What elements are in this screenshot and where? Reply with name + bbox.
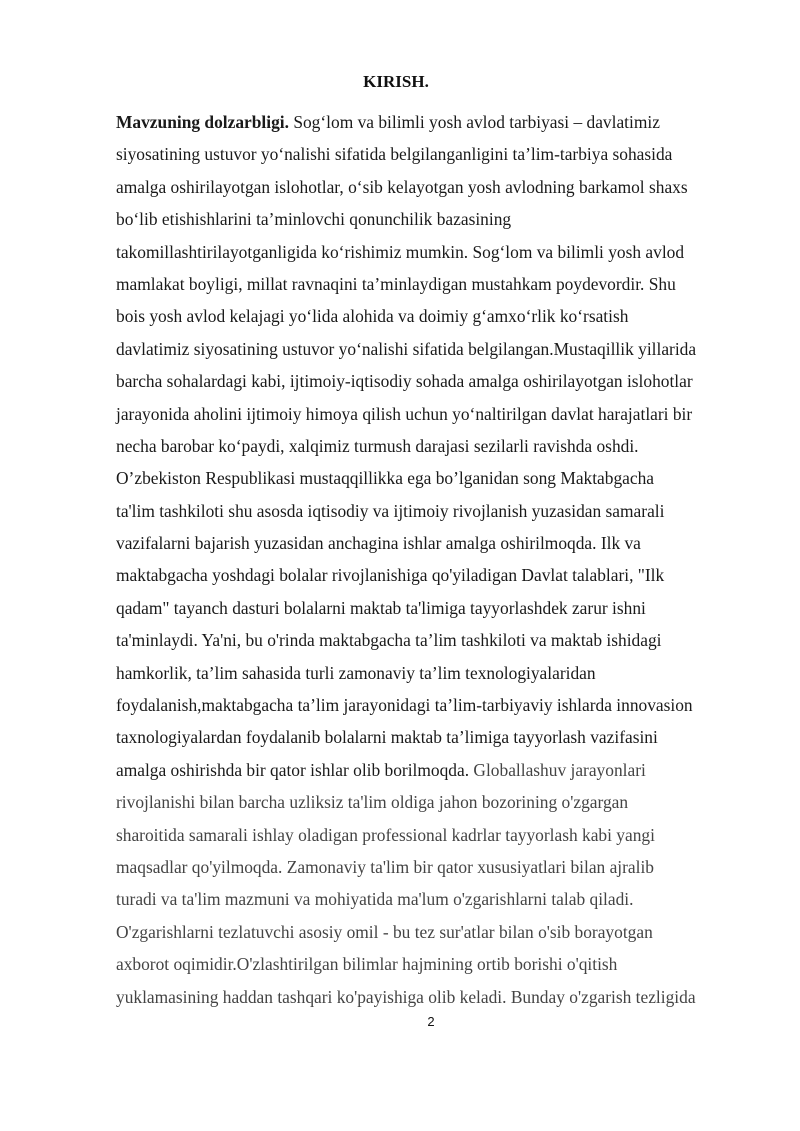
text-line-1 [116,106,746,138]
text-line: amalga oshirilayotgan islohotlar, o‘sib kelayotgan yosh avlodning barkamol shaxs [116,176,688,197]
body-text [116,106,746,1013]
line-21-gray: Globallashuv jarayonlari [469,759,646,780]
text-line: qadam" tayanch dasturi bolalarni maktab ta'limiga tayyorlashdek zarur ishni [116,597,646,618]
text-line-21 [116,754,746,786]
text-line-gray: axborot oqimidir.O'zlashtirilgan bilimlar hajmining ortib borishi o'qitish [116,954,618,975]
line-1-rest: Sog‘lom va bilimli yosh avlod tarbiyasi – davlatimiz [288,112,660,132]
text-line: ta'minlaydi. Ya'ni, bu o'rinda maktabgacha ta’lim tashkiloti va maktab ishidagi [116,630,662,651]
text-line: O’zbekiston Respublikasi mustaqqillikka ega bo’lganidan song Maktabgacha [116,468,655,489]
text-line: mamlakat boyligi, millat ravnaqini ta’minlaydigan mustahkam poydevordir. Shu [116,273,676,294]
text-line-gray: yuklamasining haddan tashqari ko'payishiga olib keladi. Bunday o'zgarish tezligida [116,986,696,1007]
text-line: jarayonida aholini ijtimoiy himoya qilish uchun yo‘naltirilgan davlat harajatlari bir [116,403,693,424]
text-line: maktabgacha yoshdagi bolalar rivojlanishiga qo'yiladigan Davlat talablari, "Ilk [116,565,665,586]
text-line: davlatimiz siyosatining ustuvor yo‘nalishi sifatida belgilangan.Mustaqillik yillarida [116,338,697,359]
text-line-gray: rivojlanishi bilan barcha uzliksiz ta'lim oldiga jahon bozorining o'zgargan [116,792,629,813]
text-line-gray: turadi va ta'lim mazmuni va mohiyatida ma'lum o'zgarishlarni talab qiladi. [116,889,634,910]
text-line-gray: sharoitida samarali ishlay oladigan professional kadrlar tayyorlash kabi yangi [116,824,655,845]
text-line: bois yosh avlod kelajagi yo‘lida alohida va doimiy g‘amxo‘rlik ko‘rsatish [116,306,629,327]
text-line: hamkorlik, ta’lim sahasida turli zamonaviy ta’lim texnologiyalaridan [116,662,596,683]
text-line: siyosatining ustuvor yo‘nalishi sifatida belgilanganligini ta’lim-tarbiya sohasida [116,144,673,165]
text-line: bo‘lib etishishlarini ta’minlovchi qonunchilik bazasining [116,209,512,230]
text-line: takomillashtirilayotganligida ko‘rishimiz mumkin. Sog‘lom va bilimli yosh avlod [116,241,685,262]
lead-heading: Mavzuning dolzarbligi. [116,112,289,132]
text-line: barcha sohalardagi kabi, ijtimoiy-iqtisodiy sohada amalga oshirilayotgan islohotlar [116,371,693,392]
text-line: ta'lim tashkiloti shu asosda iqtisodiy va ijtimoiy rivojlanish yuzasidan samarali [116,500,665,521]
line-21-dark: amalga oshirishda bir qator ishlar olib borilmoqda. [116,759,470,780]
text-line-gray: maqsadlar qo'yilmoqda. Zamonaviy ta'lim bir qator xususiyatlari bilan ajralib [116,856,654,877]
text-line: necha barobar ko‘paydi, xalqimiz turmush darajasi sezilarli ravishda oshdi. [116,435,639,456]
text-line-gray: O'zgarishlarni tezlatuvchi asosiy omil - bu tez sur'atlar bilan o'sib borayotgan [116,921,653,942]
text-line: vazifalarni bajarish yuzasidan anchagina ishlar amalga oshirilmoqda. Ilk va [116,533,641,554]
page-title: KIRISH. [363,72,429,91]
text-line: taxnologiyalardan foydalanib bolalarni maktab ta’limiga tayyorlash vazifasini [116,727,658,748]
page-number: 2 [427,1014,435,1029]
text-line: foydalanish,maktabgacha ta’lim jarayonidagi ta’lim-tarbiyaviy ishlarda innovasion [116,695,693,716]
